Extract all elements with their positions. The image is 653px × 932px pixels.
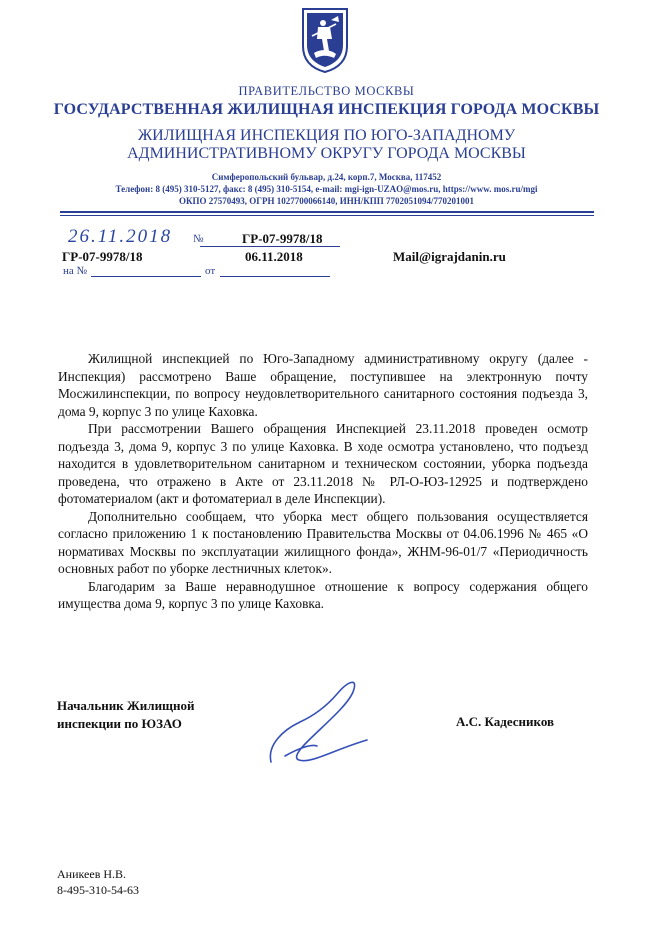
reference-date-line [220,276,330,277]
inspection-title: ГОСУДАРСТВЕННАЯ ЖИЛИЩНАЯ ИНСПЕКЦИЯ ГОРОДА МОСКВЫ [53,101,600,118]
handwritten-date: 26.11.2018 [68,226,173,247]
outgoing-number: ГР-07-9978/18 [242,231,323,246]
recipient-email: Mail@igrajdanin.ru [393,249,506,264]
registry-codes: ОКПО 27570493, ОГРН 1027700066140, ИНН/КПП 7702051094/770201001 [178,196,475,206]
handwritten-signature [255,670,375,770]
moscow-coat-of-arms-icon [300,6,350,74]
government-title: ПРАВИТЕЛЬСТВО МОСКВЫ [238,84,415,98]
number-symbol: № [193,233,204,245]
signer-name: А.С. Кадесников [456,714,555,729]
sub-inspection-line1: ЖИЛИЩНАЯ ИНСПЕКЦИЯ ПО ЮГО-ЗАПАДНОМУ [137,127,516,144]
signer-title-line1: Начальник Жилищной [57,698,195,713]
body-paragraph: Благодарим за Ваше неравнодушное отношение к вопросу содержания общего имущества дома 9, корпус 3 по улице Каховка. [58,578,588,611]
reference-number-label: на № [63,265,88,277]
registration-date: 06.11.2018 [245,249,303,264]
contacts: Телефон: 8 (495) 310-5127, факс: 8 (495) 310-5154, e-mail: mgi-ign-UZAO@mos.ru, https://www. mos.ru/mgi [115,184,538,194]
signer-title [57,697,195,733]
sub-inspection-title [0,127,653,163]
executor-name: Аникеев Н.В. [57,867,127,881]
reference-number-line [91,276,201,277]
outgoing-number-underline [200,246,340,247]
signer-title-line2: инспекции по ЮЗАО [57,716,182,731]
body-paragraph: Жилищной инспекцией по Юго-Западному административному округу (далее - Инспекция) рассмотрено Ваше обращение, поступившее на электронную почту Мосжилинспекции, по вопросу неудовлетворительного санитарного состояния подъезда 3, дома 9, корпус 3 по улице Каховка. [58,351,588,419]
letter-body [58,350,588,613]
reference-date-label: от [205,265,216,277]
address: Симферопольский бульвар, д.24, корп.7, Москва, 117452 [211,172,442,182]
sub-inspection-line2: АДМИНИСТРАТИВНОМУ ОКРУГУ ГОРОДА МОСКВЫ [127,145,526,162]
executor-info [57,866,139,898]
header-divider-thin [60,215,594,216]
registration-number: ГР-07-9978/18 [62,249,143,264]
body-paragraph: При рассмотрении Вашего обращения Инспекцией 23.11.2018 проведен осмотр подъезда 3, дома 9, корпус 3 по улице Каховка. В ходе осмотра установлено, что подъезд находится в удовлетворительном санитарном и техническом состоянии, уборка подъезда проведена, что отражено в Акте от 23.11.2018 № РЛ-О-ЮЗ-12925 и подтверждено фотоматериалом (акт и фотоматериал в деле Инспекции). [58,421,588,506]
header-divider [60,211,594,213]
body-paragraph: Дополнительно сообщаем, что уборка мест общего пользования осуществляется согласно приложению 1 к постановлению Правительства Москвы от 04.06.1996 № 465 «О нормативах Москвы по эксплуатации жилищного фонда», ЖНМ-96-01/7 «Периодичность основных работ по уборке лестничных клеток». [58,508,588,576]
executor-phone: 8-495-310-54-63 [57,883,139,897]
